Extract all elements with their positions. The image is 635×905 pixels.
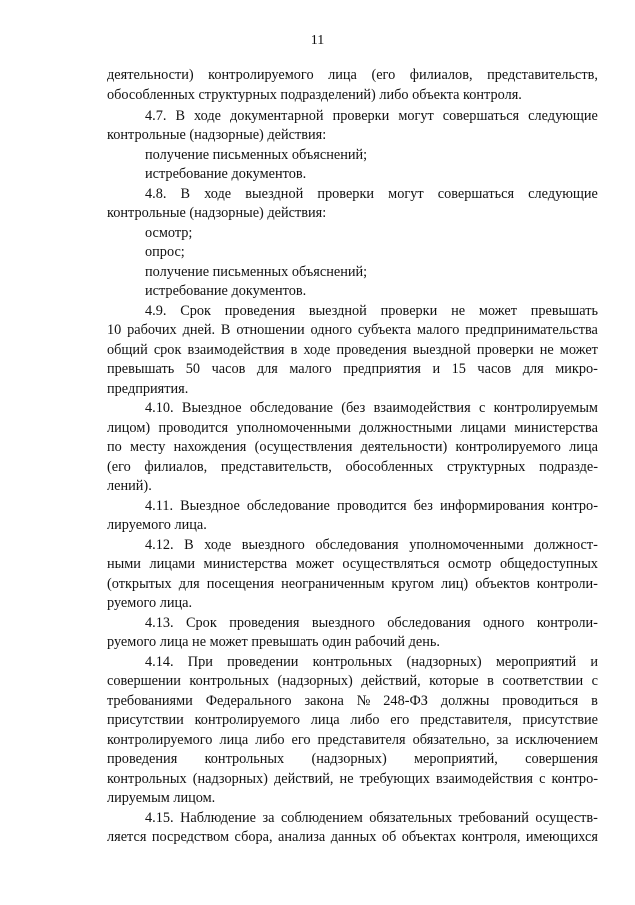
text-line: истребование документов. bbox=[145, 283, 307, 299]
text-line: деятельности) контролируемого лица (его филиалов, представительств, bbox=[107, 67, 598, 83]
text-line: контрольные (надзорные) действия: bbox=[107, 205, 327, 221]
text-line: руемого лица не может превышать один рабочий день. bbox=[107, 634, 441, 650]
text-line: 4.9. Срок проведения выездной проверки не может превышать bbox=[145, 303, 598, 319]
text-line: ляется посредством сбора, анализа данных об объектах контроля, имеющихся bbox=[107, 829, 598, 845]
text-line: 10 рабочих дней. В отношении одного субъекта малого предпринимательства bbox=[107, 322, 598, 338]
text-line: лицом) проводится уполномоченными должностными лицами министерства bbox=[107, 420, 598, 436]
text-line: 4.11. Выездное обследование проводится без информирования контро- bbox=[145, 498, 598, 514]
text-line: 4.15. Наблюдение за соблюдением обязательных требований осуществ- bbox=[145, 810, 598, 826]
text-line: 4.13. Срок проведения выездного обследования одного контроли- bbox=[145, 615, 598, 631]
text-line: осмотр; bbox=[145, 225, 193, 241]
text-line: требованиями Федерального закона № 248-ФЗ должны проводиться в bbox=[107, 693, 598, 709]
text-line: контролируемого лица либо его представителя обязательно, за исключением bbox=[107, 732, 598, 748]
text-line: присутствии контролируемого лица либо его представителя, присутствие bbox=[107, 712, 598, 728]
text-line: получение письменных объяснений; bbox=[145, 264, 368, 280]
text-line: опрос; bbox=[145, 244, 185, 260]
text-line: контрольных (надзорных) действий, не требующих взаимодействия с контро- bbox=[107, 771, 598, 787]
text-line: по месту нахождения (осуществления деятельности) контролируемого лица bbox=[107, 439, 598, 455]
text-line: лений). bbox=[107, 478, 152, 494]
text-line: 4.12. В ходе выездного обследования уполномоченными должност- bbox=[145, 537, 598, 553]
text-line: обособленных структурных подразделений) либо объекта контроля. bbox=[107, 87, 522, 103]
text-line: руемого лица. bbox=[107, 595, 193, 611]
text-line: 4.8. В ходе выездной проверки могут совершаться следующие bbox=[145, 186, 598, 202]
text-line: ными лицами министерства может осуществляться осмотр общедоступных bbox=[107, 556, 598, 572]
text-line: совершении контрольных (надзорных) действий, которые в соответствии с bbox=[107, 673, 598, 689]
text-line: превышать 50 часов для малого предприятия и 15 часов для микро- bbox=[107, 361, 598, 377]
text-line: предприятия. bbox=[107, 381, 189, 397]
text-line: лируемого лица. bbox=[107, 517, 207, 533]
text-line: контрольные (надзорные) действия: bbox=[107, 127, 327, 143]
page-number: 11 bbox=[310, 33, 325, 48]
text-line: лируемым лицом. bbox=[107, 790, 216, 806]
text-line: истребование документов. bbox=[145, 166, 307, 182]
text-line: (открытых для посещения неограниченным кругом лиц) объектов контроли- bbox=[107, 576, 598, 592]
text-line: 4.10. Выездное обследование (без взаимодействия с контролируемым bbox=[145, 400, 598, 416]
text-line: 4.14. При проведении контрольных (надзорных) мероприятий и bbox=[145, 654, 598, 670]
text-line: общий срок взаимодействия в ходе проведения выездной проверки не может bbox=[107, 342, 598, 358]
text-line: получение письменных объяснений; bbox=[145, 147, 368, 163]
text-line: (его филиалов, представительств, обособленных структурных подразде- bbox=[107, 459, 598, 475]
text-line: 4.7. В ходе документарной проверки могут совершаться следующие bbox=[145, 108, 598, 124]
text-line: проведения контрольных (надзорных) мероприятий, совершения bbox=[107, 751, 598, 767]
